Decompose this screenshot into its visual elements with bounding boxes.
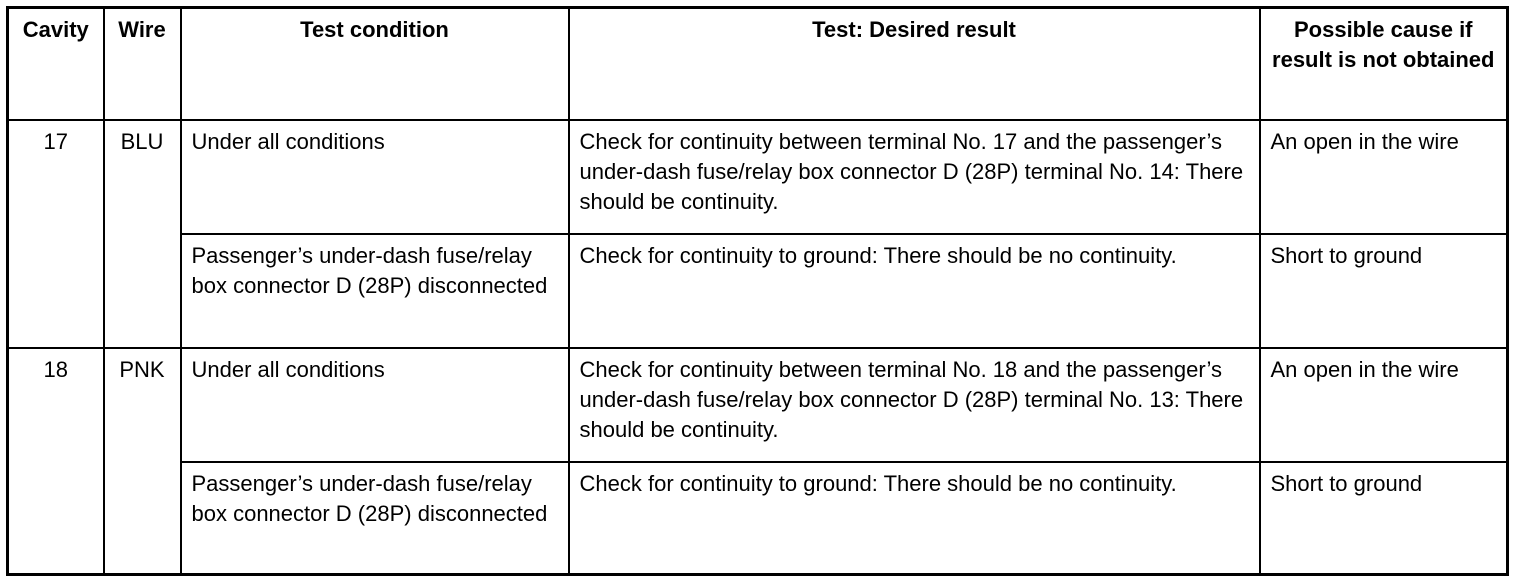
header-desired-result: Test: Desired result: [569, 8, 1260, 120]
wire-test-table: [6, 6, 1509, 576]
header-wire: Wire: [104, 8, 181, 120]
header-cavity: Cavity: [8, 8, 104, 120]
result-cell: Check for continuity between terminal No. 18 and the passenger’s under-dash fuse/relay box connector D (28P) terminal No. 13: There should be continuity.: [569, 348, 1260, 462]
cavity-cell: 18: [8, 348, 104, 575]
cavity-cell: 17: [8, 120, 104, 348]
header-possible-cause: Possible cause if result is not obtained: [1260, 8, 1508, 120]
cause-cell: An open in the wire: [1260, 120, 1508, 234]
result-cell: Check for continuity to ground: There should be no continuity.: [569, 234, 1260, 348]
result-cell: Check for continuity between terminal No. 17 and the passenger’s under-dash fuse/relay box connector D (28P) terminal No. 14: There should be continuity.: [569, 120, 1260, 234]
wire-cell: BLU: [104, 120, 181, 348]
header-test-condition: Test condition: [181, 8, 569, 120]
table-row: [8, 234, 1508, 348]
table-row: [8, 348, 1508, 462]
cause-cell: Short to ground: [1260, 234, 1508, 348]
wire-cell: PNK: [104, 348, 181, 575]
table-row: [8, 120, 1508, 234]
cause-cell: An open in the wire: [1260, 348, 1508, 462]
condition-cell: Passenger’s under-dash fuse/relay box connector D (28P) disconnected: [181, 234, 569, 348]
cause-cell: Short to ground: [1260, 462, 1508, 575]
condition-cell: Under all conditions: [181, 348, 569, 462]
table-row: [8, 462, 1508, 575]
result-cell: Check for continuity to ground: There should be no continuity.: [569, 462, 1260, 575]
table-header-row: [8, 8, 1508, 120]
condition-cell: Passenger’s under-dash fuse/relay box connector D (28P) disconnected: [181, 462, 569, 575]
condition-cell: Under all conditions: [181, 120, 569, 234]
